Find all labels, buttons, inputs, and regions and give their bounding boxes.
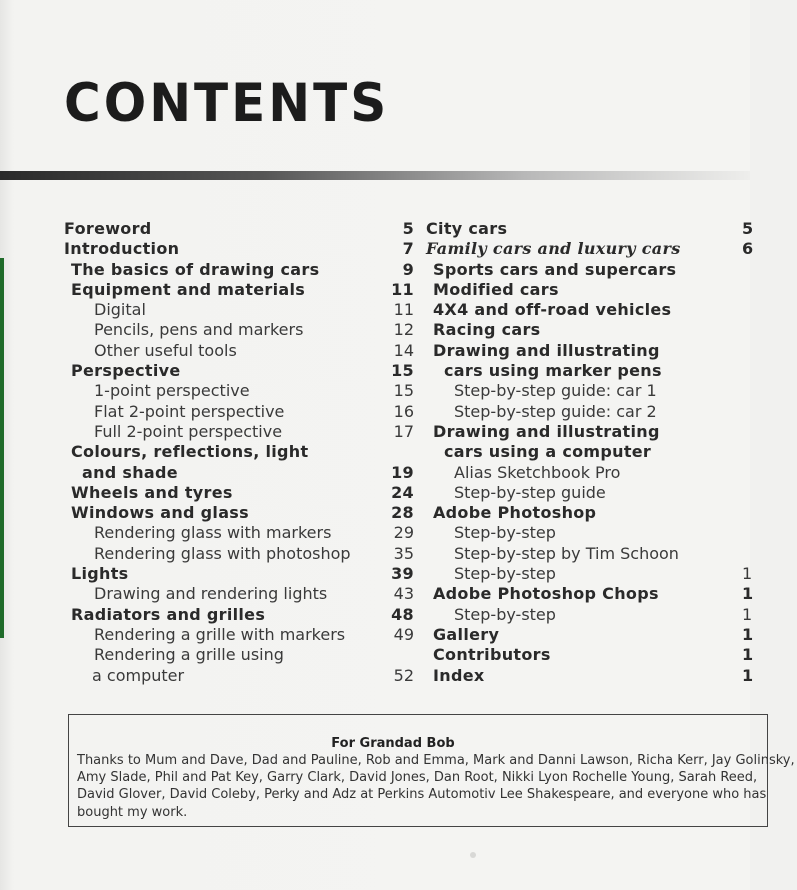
toc-entry (424, 381, 750, 401)
toc-entry-title: Rendering a grille with markers (94, 624, 346, 644)
toc-entry-page: 24 (391, 482, 414, 502)
toc-entry-page: 1 (742, 604, 753, 624)
toc-entry-page: 14 (393, 340, 414, 360)
toc-entry (424, 361, 750, 381)
toc-entry-title: Equipment and materials (71, 279, 306, 299)
toc-entry-page: 52 (393, 665, 414, 685)
toc-entry (64, 483, 416, 503)
toc-entry-page: 35 (393, 543, 414, 563)
toc-entry-page: 43 (393, 584, 414, 604)
toc-entry-page: 15 (391, 361, 414, 381)
toc-entry (424, 320, 750, 340)
toc-entry-page: 19 (391, 462, 414, 482)
toc-entry-page: 11 (393, 300, 414, 320)
toc-entry (64, 280, 416, 300)
toc-entry-title: Step-by-step guide: car 1 (454, 381, 657, 401)
toc-entry (424, 300, 750, 320)
toc-entry-title: Flat 2-point perspective (94, 401, 285, 421)
toc-entry (64, 361, 416, 381)
toc-entry (64, 625, 416, 645)
toc-entry-page: 48 (391, 604, 414, 624)
toc-entry-title: Rendering glass with photoshop (94, 543, 351, 563)
toc-entry-title: Wheels and tyres (71, 482, 233, 502)
green-page-edge (0, 258, 4, 638)
toc-entry (424, 503, 750, 523)
toc-entry (424, 219, 754, 239)
toc-entry (64, 422, 416, 442)
toc-entry-title: Index (433, 665, 485, 685)
toc-entry (64, 584, 416, 604)
toc-entry (424, 402, 750, 422)
toc-entry-title: City cars (426, 219, 508, 238)
toc-entry-title: Modified cars (433, 279, 559, 299)
toc-entry-page: 15 (393, 381, 414, 401)
toc-entry-title: Adobe Photoshop Chops (433, 584, 659, 604)
toc-left-column (64, 219, 416, 686)
toc-entry-title: The basics of drawing cars (71, 259, 320, 279)
toc-entry-page: 11 (391, 279, 414, 299)
toc-entry-title: Sports cars and supercars (433, 259, 677, 279)
toc-entry (424, 483, 750, 503)
toc-entry-title: Rendering a grille using (94, 645, 284, 665)
toc-entry (424, 341, 750, 361)
toc-entry (64, 463, 416, 483)
toc-entry-title: Drawing and rendering lights (94, 584, 328, 604)
toc-entry-title: Step-by-step (454, 564, 556, 584)
toc-entry (424, 544, 750, 564)
dedication-title: For Grandad Bob (331, 736, 455, 751)
toc-entry (424, 280, 750, 300)
toc-entry-title: and shade (82, 462, 178, 482)
toc-entry-title: Gallery (433, 624, 500, 644)
toc-entry-title: Pencils, pens and markers (94, 320, 304, 340)
toc-entry-page: 1 (742, 624, 754, 644)
toc-entry (64, 381, 416, 401)
toc-entry-page: 1 (742, 564, 753, 584)
toc-entry-title: cars using a computer (444, 442, 652, 462)
toc-entry-title: a computer (92, 665, 185, 685)
toc-entry-title: Step-by-step by Tim Schoon (454, 543, 679, 563)
toc-entry-title: Family cars and luxury cars (426, 239, 681, 259)
toc-entry (64, 341, 416, 361)
toc-entry-title: Full 2-point perspective (94, 421, 283, 441)
toc-entry (424, 442, 750, 462)
toc-entry-title: Other useful tools (94, 340, 237, 360)
toc-entry-title: Perspective (71, 361, 181, 381)
toc-entry-page: 29 (393, 523, 414, 543)
toc-entry-title: cars using marker pens (444, 361, 662, 381)
toc-entry (424, 665, 754, 686)
toc-entry-title: Racing cars (433, 320, 541, 340)
toc-entry-page: 1 (742, 645, 754, 665)
toc-entry-title: Step-by-step (454, 604, 556, 624)
toc-entry-title: Foreword (64, 219, 152, 238)
toc-entry-title: Introduction (64, 239, 180, 259)
toc-entry (64, 564, 416, 584)
toc-entry (64, 442, 416, 462)
toc-entry-title: Radiators and grilles (71, 604, 266, 624)
toc-right-column (424, 219, 754, 686)
toc-entry-title: 4X4 and off-road vehicles (433, 300, 672, 320)
toc-entry-page: 28 (391, 503, 414, 523)
toc-entry (424, 239, 754, 259)
toc-entry (64, 503, 416, 523)
toc-entry (424, 422, 750, 442)
toc-entry (64, 320, 416, 340)
toc-entry-page: 12 (393, 320, 414, 340)
toc-entry (64, 523, 416, 543)
toc-entry (64, 645, 416, 665)
toc-entry (424, 604, 753, 625)
toc-entry-title: Rendering glass with markers (94, 523, 332, 543)
toc-entry-page: 5 (402, 219, 414, 238)
toc-entry-title: Windows and glass (71, 503, 249, 523)
toc-entry-page: 49 (393, 624, 414, 644)
toc-entry-page: 16 (393, 401, 414, 421)
toc-entry-title: Colours, reflections, light (71, 442, 309, 462)
toc-entry (64, 260, 416, 280)
toc-entry (64, 300, 416, 320)
toc-entry-page: 6 (742, 239, 754, 259)
toc-entry-page: 39 (391, 564, 414, 584)
toc-entry-title: Drawing and illustrating (433, 421, 660, 441)
toc-entry (424, 584, 754, 604)
toc-entry-page: 17 (393, 421, 414, 441)
toc-entry-title: Adobe Photoshop (433, 503, 597, 523)
toc-entry (64, 219, 416, 239)
toc-entry (64, 544, 416, 564)
toc-entry-title: Drawing and illustrating (433, 340, 660, 360)
title-rule (0, 171, 750, 180)
dedication-box (68, 714, 795, 827)
toc-entry-page: 1 (742, 665, 754, 685)
toc-entry-title: Digital (94, 300, 146, 320)
toc-entry-title: Step-by-step guide: car 2 (454, 401, 657, 421)
paper-speck (470, 852, 476, 858)
toc-entry-title: 1-point perspective (94, 381, 250, 401)
toc-entry-page: 1 (742, 584, 754, 604)
toc-entry-title: Alias Sketchbook Pro (454, 462, 621, 482)
toc-entry-page: 7 (402, 239, 414, 259)
toc-entry (424, 523, 750, 543)
toc-entry (64, 402, 416, 422)
toc-entry-title: Lights (71, 564, 129, 584)
toc-entry (64, 666, 416, 686)
toc-entry (424, 463, 750, 483)
toc-entry-title: Contributors (433, 645, 551, 665)
toc-entry-title: Step-by-step guide (454, 482, 606, 502)
toc-entry-page: 5 (742, 219, 754, 238)
toc-entry-title: Step-by-step (454, 523, 556, 543)
toc-entry (64, 605, 416, 625)
page-title: CONTENTS (64, 72, 390, 134)
toc-entry (424, 624, 754, 645)
toc-entry (424, 645, 754, 665)
toc-entry (424, 260, 750, 280)
toc-entry-page: 9 (402, 259, 414, 279)
toc-entry (64, 239, 416, 259)
toc-entry (424, 564, 753, 584)
dedication-text: Thanks to Mum and Dave, Dad and Pauline, Rob and Emma, Mark and Danni Lawson, Richa Kerr, Jay Golinsky, Amy Slade, Phil and Pat Key, Garry Clark, David Jones, Dan Root, Nikki Lyon Rochelle Young, Sarah Reed, David Glover, David Coleby, Perky and Adz at Perkins Automotiv Lee Shakespeare, and everyone who has bought my work. (77, 753, 795, 820)
